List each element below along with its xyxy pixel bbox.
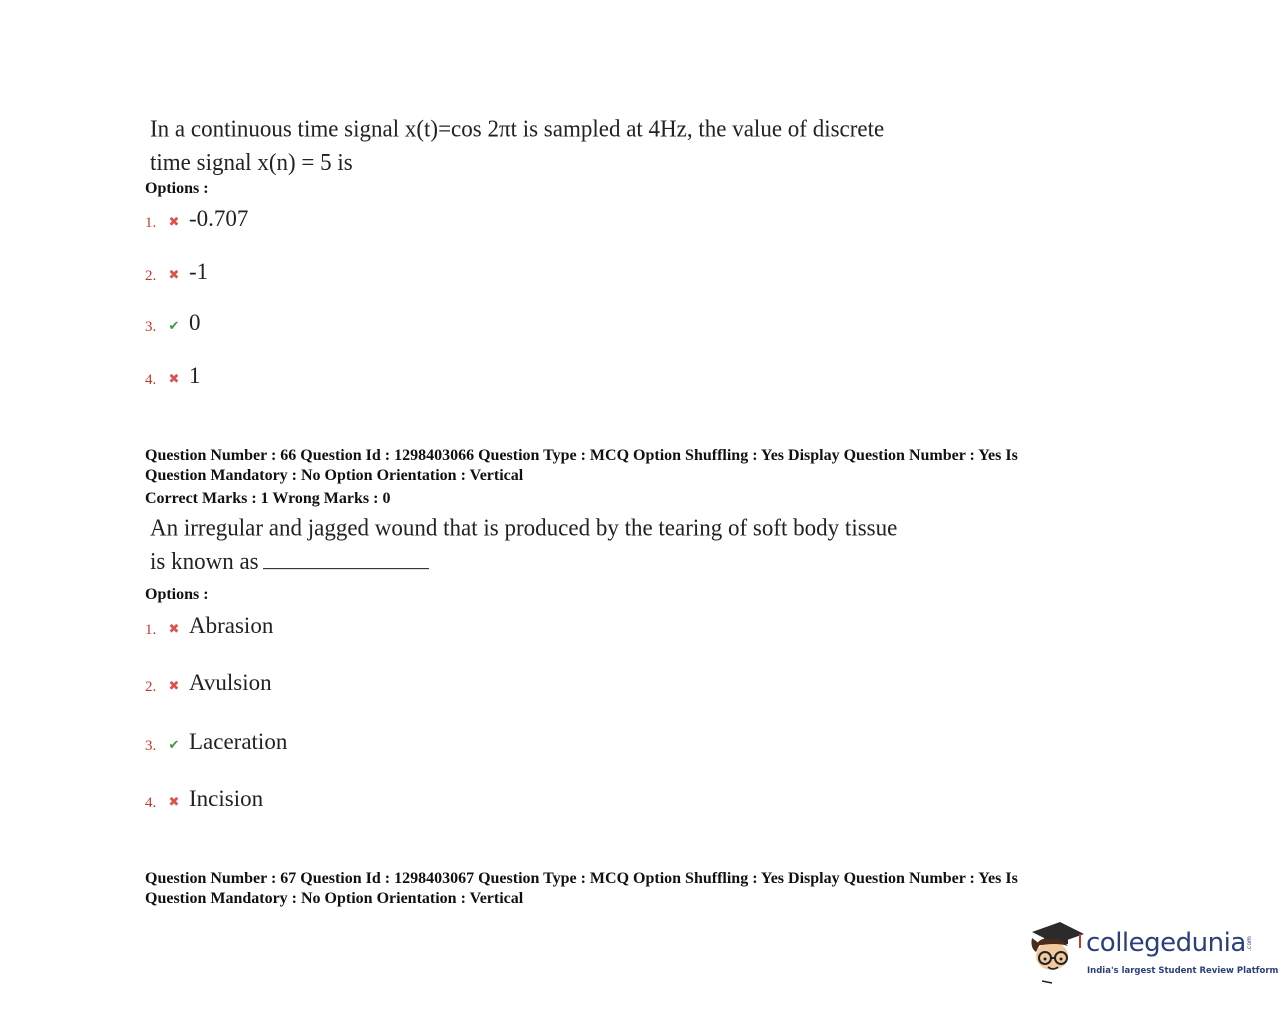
option-number: 2. bbox=[145, 679, 157, 695]
option-item bbox=[145, 206, 248, 232]
options-label: Options : bbox=[145, 586, 209, 603]
option-item bbox=[145, 310, 201, 336]
brand-tagline: India's largest Student Review Platform bbox=[1087, 966, 1279, 976]
option-number: 1. bbox=[145, 622, 157, 638]
option-text: -1 bbox=[189, 259, 209, 284]
option-number: 3. bbox=[145, 738, 157, 754]
option-number: 1. bbox=[145, 215, 157, 231]
option-text: 0 bbox=[189, 310, 201, 335]
meta-line: Question Number : 66 Question Id : 1298403066 Question Type : MCQ Option Shuffling : Yes Display Question Number : Yes Is bbox=[145, 447, 1018, 464]
meta-line: Question Number : 67 Question Id : 1298403067 Question Type : MCQ Option Shuffling : Yes Display Question Number : Yes Is bbox=[145, 870, 1018, 887]
option-text: Incision bbox=[189, 786, 264, 811]
option-item bbox=[145, 670, 272, 696]
option-text: 1 bbox=[189, 363, 201, 388]
option-number: 2. bbox=[145, 268, 157, 284]
option-item bbox=[145, 786, 263, 812]
question-text-line: time signal x(n) = 5 is bbox=[150, 149, 353, 176]
cross-icon: ✖ bbox=[168, 621, 180, 636]
meta-line: Question Mandatory : No Option Orientation : Vertical bbox=[145, 890, 524, 907]
cross-icon: ✖ bbox=[168, 678, 180, 693]
question-66-text bbox=[150, 511, 897, 578]
brand-suffix: .com bbox=[1245, 936, 1253, 951]
question-65-text bbox=[150, 112, 884, 179]
answer-blank bbox=[263, 547, 429, 569]
option-item bbox=[145, 259, 208, 285]
check-icon: ✔ bbox=[168, 737, 180, 752]
question-text-line: An irregular and jagged wound that is produced by the tearing of soft body tissue bbox=[150, 514, 898, 541]
cross-icon: ✖ bbox=[168, 267, 180, 282]
question-text-fragment: is known as bbox=[150, 548, 259, 575]
option-item bbox=[145, 363, 201, 389]
check-icon: ✔ bbox=[168, 318, 180, 333]
mascot-logo-icon bbox=[1026, 918, 1086, 984]
cross-icon: ✖ bbox=[168, 214, 180, 229]
option-text: -0.707 bbox=[189, 206, 249, 231]
option-number: 4. bbox=[145, 372, 157, 388]
meta-line: Question Mandatory : No Option Orientation : Vertical bbox=[145, 467, 524, 484]
option-item bbox=[145, 729, 287, 755]
option-number: 4. bbox=[145, 795, 157, 811]
option-text: Laceration bbox=[189, 729, 288, 754]
cross-icon: ✖ bbox=[168, 794, 180, 809]
brand-name: collegedunia bbox=[1086, 928, 1246, 958]
cross-icon: ✖ bbox=[168, 371, 180, 386]
option-text: Avulsion bbox=[189, 670, 272, 695]
question-text-line bbox=[150, 545, 897, 579]
option-number: 3. bbox=[145, 319, 157, 335]
question-66-meta bbox=[145, 446, 1018, 486]
option-item bbox=[145, 613, 273, 639]
question-text-line: In a continuous time signal x(t)=cos 2πt is sampled at 4Hz, the value of discrete bbox=[150, 115, 885, 142]
option-text: Abrasion bbox=[189, 613, 274, 638]
marks-info: Correct Marks : 1 Wrong Marks : 0 bbox=[145, 490, 391, 507]
question-67-meta bbox=[145, 869, 1018, 909]
options-label: Options : bbox=[145, 180, 209, 197]
